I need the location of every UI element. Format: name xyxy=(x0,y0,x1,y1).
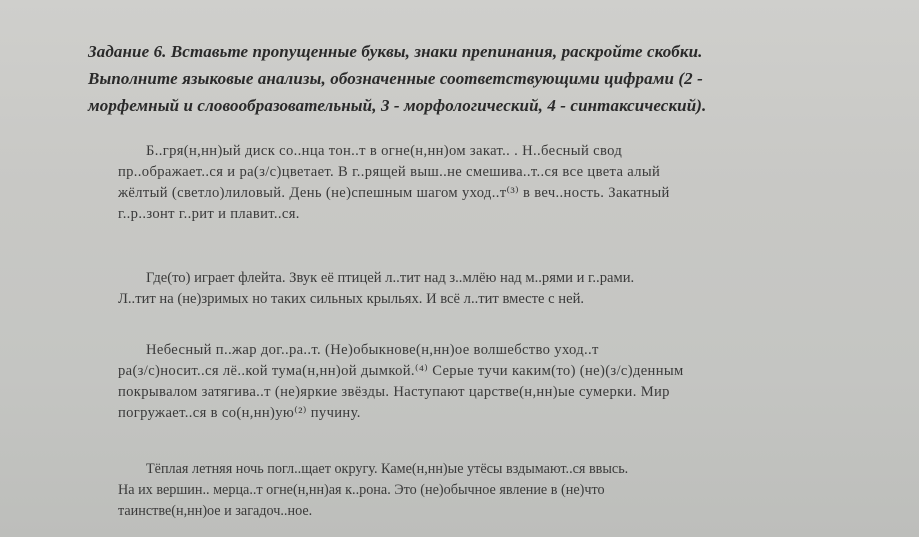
paragraph-line: ра(з/с)носит..ся лё..кой тума(н,нн)ой дымкой.⁽⁴⁾ Серые тучи каким(то) (не)(з/с)денным xyxy=(118,363,684,379)
paragraph-line: Л..тит на (не)зримых но таких сильных крыльях. И всё л..тит вместе с ней. xyxy=(118,291,585,307)
task-header-line: морфемный и словообразовательный, 3 - морфологический, 4 - синтаксический). xyxy=(88,96,707,115)
paragraph-line: пр..ображает..ся и ра(з/с)цветает. В г..рящей выш..не смешива..т..ся все цвета алый xyxy=(118,164,661,180)
paragraph-line: Небесный п..жар дог..ра..т. (Не)обыкнове(н,нн)ое волшебство уход..т xyxy=(146,342,599,358)
paragraph-line: покрывалом затягива..т (не)яркие звёзды. Наступают царстве(н,нн)ые сумерки. Мир xyxy=(118,384,670,400)
paragraph-line: Где(то) играет флейта. Звук её птицей л..тит над з..млёю над м..рями и г..рами. xyxy=(146,270,635,286)
paragraph-line: погружает..ся в со(н,нн)ую⁽²⁾ пучину. xyxy=(118,405,361,421)
paragraph-3 xyxy=(118,340,853,424)
paragraph-line: Б..гря(н,нн)ый диск со..нца тон..т в огне(н,нн)ом закат.. . Н..бесный свод xyxy=(146,143,623,159)
paragraph-line: таинстве(н,нн)ое и загадоч..ное. xyxy=(118,503,313,519)
task-header-line: Задание 6. Вставьте пропущенные буквы, знаки препинания, раскройте скобки. xyxy=(88,42,703,61)
paragraph-line: жёлтый (светло)лиловый. День (не)спешным шагом уход..т⁽³⁾ в веч..ность. Закатный xyxy=(118,185,670,201)
task-header-line: Выполните языковые анализы, обозначенные соответствующими цифрами (2 - xyxy=(88,69,703,88)
paragraph-1 xyxy=(118,141,853,225)
paragraph-line: Тёплая летняя ночь погл..щает округу. Камe(н,нн)ые утёсы вздымают..ся ввысь. xyxy=(146,461,629,477)
task-header xyxy=(88,38,878,119)
paragraph-2 xyxy=(118,268,853,310)
paragraph-line: На их вершин.. мерца..т огне(н,нн)ая к..рона. Это (не)обычное явление в (не)что xyxy=(118,482,605,498)
paragraph-line: г..р..зонт г..рит и плавит..ся. xyxy=(118,206,300,222)
paragraph-4 xyxy=(118,459,853,522)
